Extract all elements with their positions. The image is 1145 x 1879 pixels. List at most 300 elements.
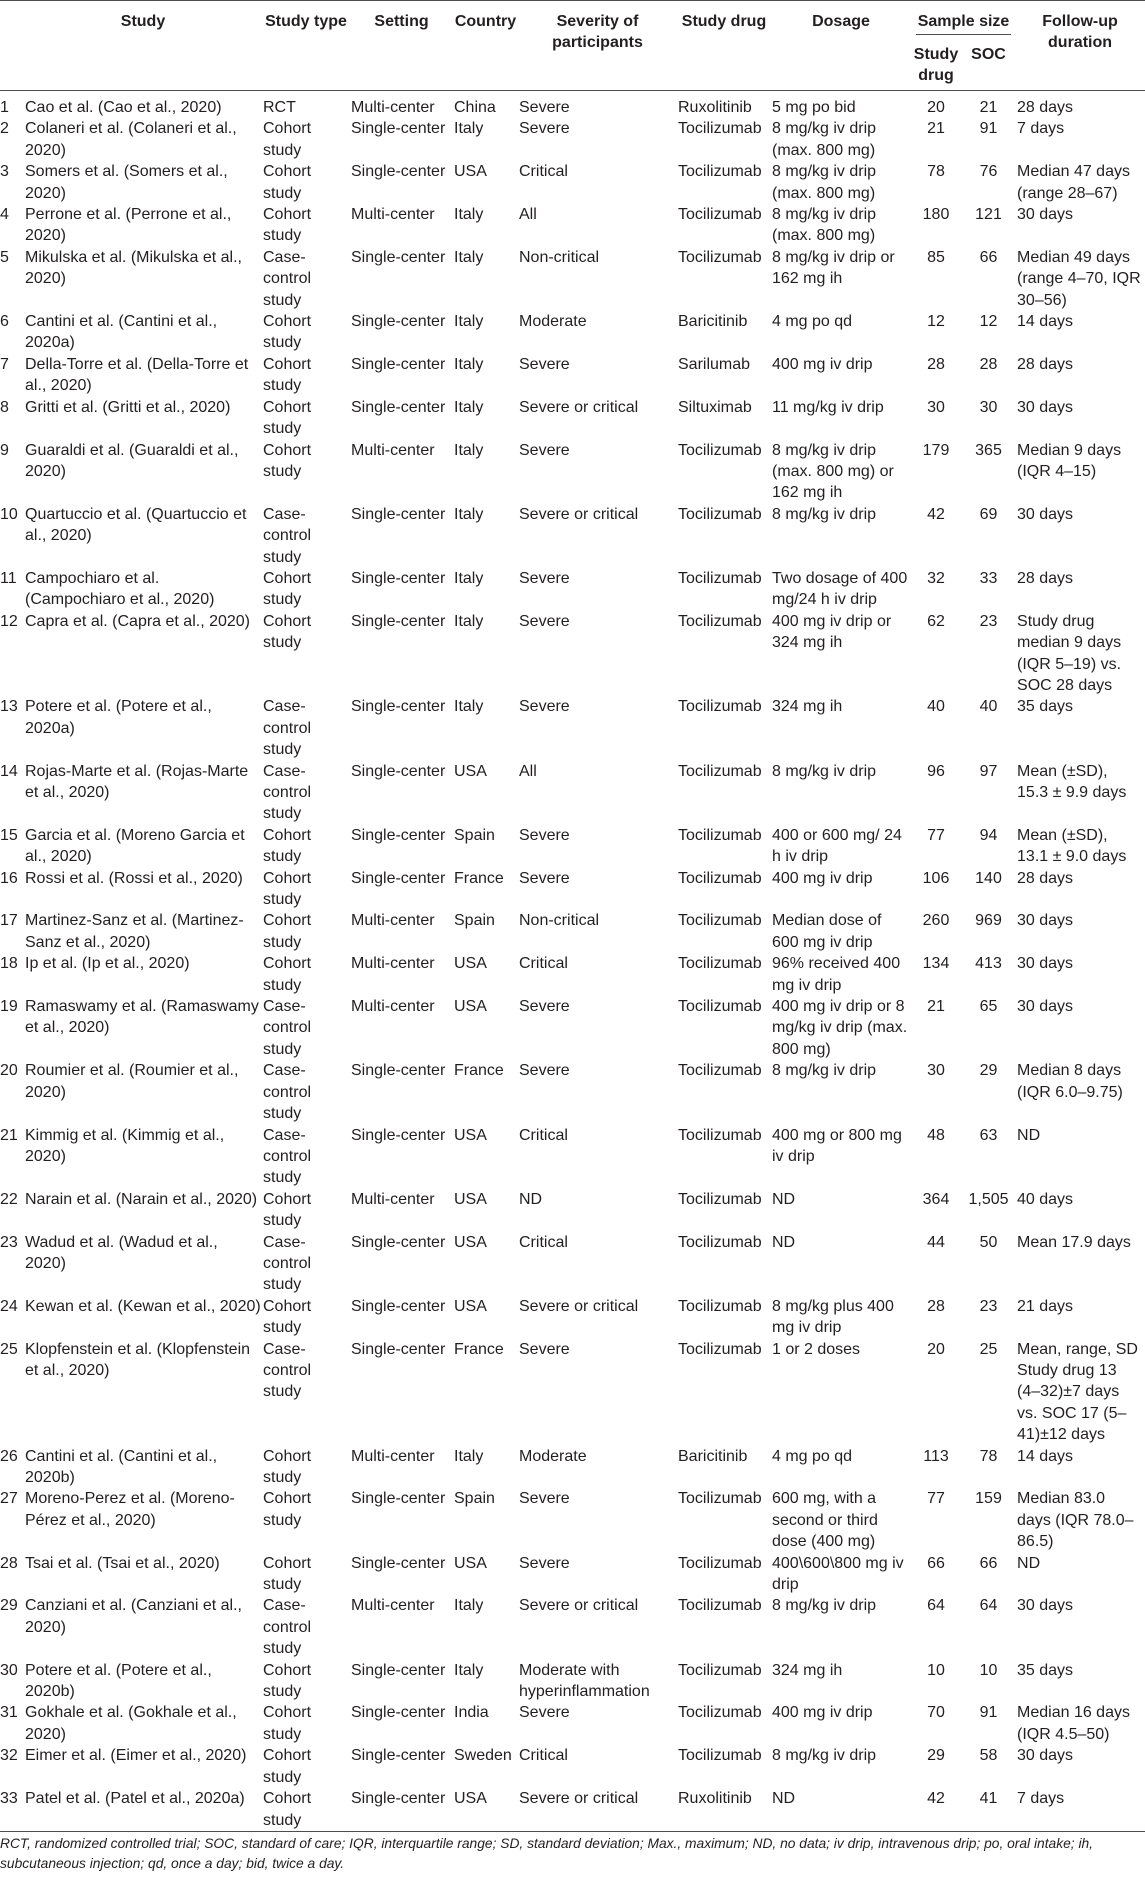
table-row — [0, 504, 1145, 568]
cell-study: Kimmig et al. (Kimmig et al., 2020) — [25, 1126, 225, 1165]
cell-dosage: 400 mg iv drip — [772, 355, 873, 373]
cell-setting: Multi-center — [351, 912, 435, 930]
cell-sample-soc: 1,505 — [968, 1190, 1009, 1208]
cell-sample-study-drug: 10 — [927, 1661, 945, 1679]
header-sample-soc: SOC — [962, 38, 1017, 91]
cell-setting: Single-center — [351, 120, 446, 138]
cell-follow-up: Median 47 days (range 28–67) — [1017, 163, 1130, 202]
cell-number: 27 — [0, 1490, 18, 1508]
table-footnote: RCT, randomized controlled trial; SOC, standard of care; IQR, interquartile range; SD, standard deviation; Max., maximum; ND, no data; iv drip, intravenous drip; po, oral intake; ih, subcutaneous injection; qd, once a day; bid, twice a day. — [0, 1835, 1094, 1871]
cell-follow-up: Mean (±SD), 13.1 ± 9.0 days — [1017, 826, 1127, 866]
cell-severity: Severe or critical — [519, 1597, 639, 1615]
cell-sample-study-drug: 77 — [927, 826, 945, 844]
cell-dosage: 400 or 600 mg/ 24 h iv drip — [772, 826, 902, 866]
cell-study: Cantini et al. (Cantini et al., 2020a) — [25, 313, 218, 352]
table-row — [0, 1553, 1145, 1596]
cell-study: Cantini et al. (Cantini et al., 2020b) — [25, 1447, 218, 1486]
cell-study: Roumier et al. (Roumier et al., 2020) — [25, 1062, 239, 1101]
cell-follow-up: Median 49 days (range 4–70, IQR 30–56) — [1017, 248, 1141, 309]
cell-study: Perrone et al. (Perrone et al., 2020) — [25, 206, 232, 245]
cell-country: USA — [454, 163, 487, 181]
cell-sample-soc: 121 — [975, 206, 1002, 224]
table-row — [0, 1595, 1145, 1659]
cell-study-type: Cohort study — [263, 163, 312, 202]
cell-study-drug: Tocilizumab — [678, 1297, 762, 1315]
cell-sample-study-drug: 180 — [922, 206, 950, 224]
cell-sample-study-drug: 62 — [927, 612, 945, 630]
cell-dosage: 8 mg/kg iv drip — [772, 1062, 877, 1080]
cell-follow-up: 28 days — [1017, 869, 1074, 887]
cell-sample-soc: 33 — [979, 569, 998, 587]
cell-country: Italy — [454, 120, 484, 138]
cell-study-type: Cohort study — [263, 1297, 312, 1337]
cell-setting: Multi-center — [351, 99, 435, 116]
cell-study-drug: Tocilizumab — [678, 762, 762, 780]
cell-country: Italy — [454, 612, 484, 630]
cell-study-drug: Tocilizumab — [678, 441, 762, 459]
cell-study-type: Case-control study — [263, 698, 312, 759]
cell-severity: Critical — [519, 1233, 568, 1251]
cell-follow-up: 30 days — [1017, 206, 1074, 224]
header-study-drug: Study drug — [678, 1, 772, 91]
cell-severity: Severe — [519, 569, 570, 587]
cell-severity: Severe or critical — [519, 1788, 678, 1831]
cell-country: Italy — [454, 398, 484, 416]
cell-follow-up: 21 days — [1017, 1297, 1074, 1315]
cell-sample-soc: 365 — [975, 441, 1002, 459]
cell-dosage: Median dose of 600 mg iv drip — [772, 912, 882, 951]
cell-number: 2 — [0, 120, 9, 138]
cell-study-type: Cohort study — [263, 1490, 312, 1529]
cell-number: 9 — [0, 441, 9, 459]
cell-dosage: 400 mg iv drip or 324 mg ih — [772, 612, 892, 652]
cell-study-type: Cohort study — [263, 955, 312, 994]
cell-setting: Single-center — [351, 1126, 446, 1144]
cell-sample-study-drug: 32 — [927, 569, 945, 587]
cell-sample-study-drug: 77 — [927, 1490, 945, 1508]
table-row — [0, 611, 1145, 697]
cell-sample-soc: 66 — [979, 1554, 998, 1572]
header-study-type: Study type — [263, 1, 351, 91]
cell-study-type: Cohort study — [263, 1747, 312, 1786]
cell-severity: Critical — [519, 1747, 568, 1765]
cell-dosage: 400\600\800 mg iv drip — [772, 1554, 904, 1594]
table-row — [0, 1745, 1145, 1788]
cell-country: France — [454, 1062, 504, 1080]
table-row — [0, 1702, 1145, 1745]
cell-setting: Single-center — [351, 163, 446, 181]
cell-sample-soc: 28 — [979, 355, 998, 373]
cell-dosage: 600 mg, with a second or third dose (400 mg) — [772, 1490, 878, 1551]
cell-severity: Severe or critical — [519, 505, 639, 523]
cell-study: Guaraldi et al. (Guaraldi et al., 2020) — [25, 441, 239, 480]
cell-study: Eimer et al. (Eimer et al., 2020) — [25, 1747, 247, 1765]
cell-setting: Single-center — [351, 869, 446, 887]
cell-number: 22 — [0, 1190, 18, 1208]
cell-follow-up: 30 days — [1017, 505, 1074, 523]
cell-study: Wadud et al. (Wadud et al., 2020) — [25, 1233, 218, 1272]
cell-follow-up: 30 days — [1017, 1597, 1074, 1615]
table-row — [0, 118, 1145, 161]
table-row — [0, 996, 1145, 1060]
cell-study-type: Cohort study — [263, 398, 312, 438]
cell-study: Canziani et al. (Canziani et al., 2020) — [25, 1597, 242, 1636]
cell-sample-study-drug: 12 — [927, 313, 945, 331]
cell-sample-soc: 140 — [975, 869, 1002, 887]
cell-follow-up: 7 days — [1017, 120, 1065, 138]
cell-study: Rossi et al. (Rossi et al., 2020) — [25, 869, 243, 887]
cell-sample-soc: 97 — [979, 762, 998, 780]
cell-number: 10 — [0, 505, 18, 523]
cell-setting: Single-center — [351, 1704, 446, 1722]
cell-study-drug: Baricitinib — [678, 1447, 748, 1465]
cell-setting: Multi-center — [351, 441, 435, 459]
cell-sample-study-drug: 28 — [927, 1297, 945, 1315]
cell-study-type: Cohort study — [263, 1661, 312, 1701]
cell-number: 23 — [0, 1233, 18, 1251]
cell-country: Italy — [454, 698, 484, 716]
cell-study-drug: Tocilizumab — [678, 1554, 762, 1572]
cell-study-drug: Tocilizumab — [678, 1597, 762, 1615]
cell-sample-soc: 58 — [979, 1747, 998, 1765]
cell-country: USA — [454, 1233, 487, 1251]
cell-sample-study-drug: 29 — [927, 1747, 945, 1765]
cell-follow-up: 40 days — [1017, 1190, 1074, 1208]
table-row — [0, 1339, 1145, 1446]
cell-sample-study-drug: 70 — [927, 1704, 945, 1722]
cell-sample-soc: 12 — [979, 313, 998, 331]
cell-severity: Severe or critical — [519, 398, 639, 416]
table-row — [0, 910, 1145, 953]
cell-follow-up: 30 days — [1017, 912, 1074, 930]
cell-study-type: RCT — [263, 99, 296, 116]
cell-severity: Severe — [519, 355, 570, 373]
cell-severity: Non-critical — [519, 912, 600, 930]
cell-study-drug: Tocilizumab — [678, 998, 762, 1016]
cell-study-type: Case-control study — [263, 505, 312, 566]
cell-study-drug: Baricitinib — [678, 313, 748, 331]
cell-follow-up: 35 days — [1017, 1661, 1074, 1679]
cell-dosage: 8 mg/kg iv drip (max. 800 mg) — [772, 163, 877, 202]
cell-number: 14 — [0, 762, 18, 780]
cell-setting: Single-center — [351, 1297, 446, 1315]
table-row — [0, 354, 1145, 397]
cell-study-drug: Tocilizumab — [678, 869, 762, 887]
cell-severity: Severe — [519, 1554, 570, 1572]
cell-follow-up: Mean 17.9 days — [1017, 1233, 1131, 1251]
cell-study-type: Case-control study — [263, 248, 312, 309]
cell-number: 19 — [0, 998, 18, 1016]
table-row — [0, 397, 1145, 440]
table-row — [0, 1446, 1145, 1489]
cell-sample-soc: 40 — [979, 698, 998, 716]
cell-dosage: 400 mg iv drip — [772, 869, 873, 887]
cell-follow-up: Median 8 days (IQR 6.0–9.75) — [1017, 1062, 1123, 1101]
cell-sample-study-drug: 44 — [927, 1233, 945, 1251]
cell-number: 6 — [0, 313, 9, 331]
cell-follow-up: 35 days — [1017, 698, 1074, 716]
cell-study-drug: Tocilizumab — [678, 1747, 762, 1765]
cell-follow-up: ND — [1017, 1554, 1041, 1572]
cell-sample-study-drug: 106 — [922, 869, 950, 887]
cell-setting: Single-center — [351, 762, 446, 780]
cell-sample-study-drug: 20 — [927, 1340, 945, 1358]
cell-dosage: 400 mg iv drip — [772, 1704, 873, 1722]
table-row — [0, 204, 1145, 247]
cell-study-drug: Tocilizumab — [678, 248, 762, 266]
cell-country: Italy — [454, 248, 484, 266]
cell-dosage: 400 mg iv drip or 8 mg/kg iv drip (max. 800 mg) — [772, 998, 908, 1058]
cell-severity: Severe — [519, 612, 570, 630]
cell-study-drug: Tocilizumab — [678, 612, 762, 630]
cell-dosage: 8 mg/kg iv drip — [772, 1597, 877, 1615]
cell-number: 21 — [0, 1126, 18, 1144]
cell-country: China — [454, 99, 496, 116]
cell-study: Garcia et al. (Moreno Garcia et al., 2020) — [25, 826, 245, 866]
cell-sample-soc: 29 — [979, 1062, 998, 1080]
cell-study-type: Cohort study — [263, 569, 312, 609]
cell-sample-soc: 10 — [979, 1661, 998, 1679]
cell-sample-study-drug: 30 — [927, 1062, 945, 1080]
cell-country: USA — [454, 1297, 487, 1315]
cell-country: Italy — [454, 355, 484, 373]
cell-dosage: 8 mg/kg iv drip — [772, 1747, 877, 1765]
cell-severity: Severe — [519, 869, 570, 887]
cell-number: 24 — [0, 1297, 18, 1315]
table-row — [0, 1060, 1145, 1124]
header-follow-up: Follow-up duration — [1017, 1, 1145, 91]
cell-number: 4 — [0, 206, 9, 224]
cell-country: USA — [454, 1126, 487, 1144]
cell-severity: Non-critical — [519, 248, 600, 266]
cell-severity: Severe — [519, 998, 570, 1016]
table-row — [0, 1788, 1145, 1831]
cell-dosage: 324 mg ih — [772, 698, 843, 716]
cell-number: 8 — [0, 398, 9, 416]
cell-sample-study-drug: 179 — [922, 441, 950, 459]
cell-study-type: Cohort study — [263, 355, 312, 395]
cell-study-drug: Tocilizumab — [678, 698, 762, 716]
cell-study: Narain et al. (Narain et al., 2020) — [25, 1190, 258, 1208]
cell-follow-up: Mean (±SD), 15.3 ± 9.9 days — [1017, 762, 1127, 801]
cell-follow-up: 30 days — [1017, 955, 1074, 973]
cell-dosage: 8 mg/kg iv drip — [772, 505, 877, 523]
cell-sample-soc: 91 — [979, 120, 998, 138]
cell-dosage: 5 mg po bid — [772, 99, 856, 116]
header-study: Study — [25, 1, 263, 91]
cell-dosage: Two dosage of 400 mg/24 h iv drip — [772, 569, 908, 609]
cell-sample-soc: 50 — [979, 1233, 998, 1251]
cell-dosage: ND — [772, 1233, 796, 1251]
cell-number: 3 — [0, 163, 9, 181]
cell-sample-study-drug: 42 — [927, 505, 945, 523]
cell-follow-up: Mean, range, SD Study drug 13 (4–32)±7 days vs. SOC 17 (5–41)±12 days — [1017, 1340, 1138, 1444]
cell-setting: Single-center — [351, 248, 446, 266]
cell-sample-study-drug: 85 — [927, 248, 945, 266]
cell-country: USA — [454, 1190, 487, 1208]
cell-sample-study-drug: 48 — [927, 1126, 945, 1144]
cell-study-drug: Tocilizumab — [678, 912, 762, 930]
cell-study-drug: Tocilizumab — [678, 826, 762, 844]
cell-setting: Single-center — [351, 313, 446, 331]
cell-sample-soc: 23 — [979, 612, 998, 630]
cell-number: 12 — [0, 612, 18, 630]
cell-severity: Critical — [519, 163, 568, 181]
cell-dosage: 8 mg/kg plus 400 mg iv drip — [772, 1297, 894, 1337]
cell-setting: Single-center — [351, 1554, 446, 1572]
cell-study: Rojas-Marte et al. (Rojas-Marte et al., 2020) — [25, 762, 249, 801]
cell-number: 16 — [0, 869, 18, 887]
header-dosage: Dosage — [772, 1, 912, 91]
cell-sample-soc: 21 — [979, 99, 998, 116]
cell-follow-up: 30 days — [1017, 998, 1074, 1016]
cell-dosage: 8 mg/kg iv drip (max. 800 mg) — [772, 120, 877, 159]
table-row — [0, 1660, 1145, 1703]
cell-study-drug: Tocilizumab — [678, 1340, 762, 1358]
cell-study: Gokhale et al. (Gokhale et al., 2020) — [25, 1704, 237, 1743]
cell-severity: Severe — [519, 120, 570, 138]
cell-dosage: 4 mg po qd — [772, 1447, 853, 1465]
cell-sample-soc: 78 — [979, 1447, 998, 1465]
cell-study-drug: Tocilizumab — [678, 1126, 762, 1144]
cell-setting: Multi-center — [351, 955, 435, 973]
cell-study: Colaneri et al. (Colaneri et al., 2020) — [25, 120, 237, 159]
cell-follow-up: Study drug median 9 days (IQR 5–19) vs. SOC 28 days — [1017, 612, 1122, 694]
cell-severity: Severe — [519, 826, 570, 844]
cell-severity: Critical — [519, 1126, 568, 1144]
header-setting: Setting — [351, 1, 454, 91]
cell-number: 18 — [0, 955, 18, 973]
cell-study-type: Case-control study — [263, 1340, 312, 1401]
cell-severity: ND — [519, 1190, 543, 1208]
table-row — [0, 440, 1145, 504]
header-sample-study-drug: Study drug — [912, 38, 962, 91]
cell-country: Spain — [454, 1490, 495, 1508]
cell-number: 28 — [0, 1554, 18, 1572]
cell-study-type: Cohort study — [263, 869, 312, 909]
table-row — [0, 161, 1145, 204]
cell-sample-soc: 413 — [975, 955, 1002, 973]
cell-study-drug: Tocilizumab — [678, 1490, 762, 1508]
cell-country: USA — [454, 1554, 487, 1572]
cell-country: Italy — [454, 206, 484, 224]
table-row — [0, 311, 1145, 354]
cell-study-drug: Tocilizumab — [678, 955, 762, 973]
cell-study-drug: Tocilizumab — [678, 569, 762, 587]
cell-country: Spain — [454, 826, 495, 844]
cell-country: Spain — [454, 912, 495, 930]
cell-study-type: Case-control study — [263, 1597, 312, 1658]
cell-country: Italy — [454, 1447, 484, 1465]
cell-follow-up: 28 days — [1017, 569, 1074, 587]
cell-number: 17 — [0, 912, 18, 930]
cell-follow-up: 14 days — [1017, 1447, 1074, 1465]
cell-setting: Multi-center — [351, 998, 435, 1016]
cell-follow-up: ND — [1017, 1126, 1041, 1144]
cell-severity: Moderate — [519, 1447, 587, 1465]
cell-study-type: Cohort study — [263, 826, 312, 866]
cell-follow-up: Median 9 days (IQR 4–15) — [1017, 441, 1122, 480]
cell-study-drug: Tocilizumab — [678, 1062, 762, 1080]
table-body — [0, 91, 1145, 1832]
cell-sample-study-drug: 113 — [923, 1447, 949, 1465]
cell-study-type: Case-control study — [263, 998, 312, 1058]
header-severity: Severity of participants — [519, 1, 678, 91]
cell-setting: Single-center — [351, 1233, 446, 1251]
cell-study-drug: Tocilizumab — [678, 1704, 762, 1722]
cell-country: India — [454, 1704, 489, 1722]
cell-setting: Single-center — [351, 1788, 454, 1831]
cell-sample-study-drug: 30 — [927, 398, 945, 416]
cell-country: Italy — [454, 569, 484, 587]
cell-severity: Severe — [519, 99, 570, 116]
cell-study: Somers et al. (Somers et al., 2020) — [25, 163, 228, 202]
cell-sample-study-drug: 66 — [927, 1554, 945, 1572]
cell-dosage: ND — [772, 1190, 796, 1208]
cell-sample-soc: 63 — [979, 1126, 998, 1144]
cell-study-drug: Tocilizumab — [678, 1233, 762, 1251]
cell-severity: Severe — [519, 698, 570, 716]
header-number — [0, 1, 25, 91]
cell-sample-soc: 94 — [979, 826, 998, 844]
cell-study: Patel et al. (Patel et al., 2020a) — [25, 1788, 263, 1831]
cell-study-drug: Tocilizumab — [678, 1661, 762, 1679]
cell-number: 13 — [0, 698, 18, 716]
cell-study: Gritti et al. (Gritti et al., 2020) — [25, 398, 231, 416]
cell-number: 1 — [0, 99, 9, 116]
cell-number: 5 — [0, 248, 9, 266]
cell-study: Quartuccio et al. (Quartuccio et al., 2020) — [25, 505, 247, 545]
cell-sample-study-drug: 20 — [927, 99, 945, 116]
cell-dosage: 96% received 400 mg iv drip — [772, 955, 901, 994]
table-header — [0, 1, 1145, 91]
cell-sample-study-drug: 28 — [927, 355, 945, 373]
cell-number: 15 — [0, 826, 18, 844]
cell-number: 32 — [0, 1747, 18, 1765]
cell-country: USA — [454, 762, 487, 780]
cell-dosage: ND — [772, 1788, 912, 1831]
cell-study: Tsai et al. (Tsai et al., 2020) — [25, 1554, 220, 1572]
header-sample-size — [912, 1, 1017, 39]
table-row — [0, 247, 1145, 311]
cell-follow-up: Median 83.0 days (IQR 78.0–86.5) — [1017, 1490, 1134, 1551]
table-row — [0, 761, 1145, 825]
cell-severity: Severe or critical — [519, 1297, 639, 1315]
cell-severity: All — [519, 762, 537, 780]
cell-setting: Single-center — [351, 698, 446, 716]
cell-country: USA — [454, 1788, 519, 1831]
table-row — [0, 825, 1145, 868]
table-row — [0, 91, 1145, 119]
cell-severity: Severe — [519, 441, 570, 459]
cell-study-type: Case-control study — [263, 1126, 312, 1187]
cell-dosage: 324 mg ih — [772, 1661, 843, 1679]
cell-dosage: 4 mg po qd — [772, 313, 853, 331]
cell-number: 30 — [0, 1661, 18, 1679]
cell-study-type: Cohort study — [263, 120, 312, 159]
cell-sample-study-drug: 64 — [927, 1597, 945, 1615]
header-country: Country — [454, 1, 519, 91]
cell-severity: Critical — [519, 955, 568, 973]
cell-study-type: Case-control study — [263, 1233, 312, 1294]
cell-sample-study-drug: 21 — [927, 120, 945, 138]
cell-sample-soc: 23 — [979, 1297, 998, 1315]
cell-sample-soc: 64 — [979, 1597, 998, 1615]
cell-country: Italy — [454, 1597, 484, 1615]
table-row — [0, 1232, 1145, 1296]
cell-study-type: Cohort study — [263, 313, 312, 352]
cell-sample-soc: 65 — [979, 998, 998, 1016]
